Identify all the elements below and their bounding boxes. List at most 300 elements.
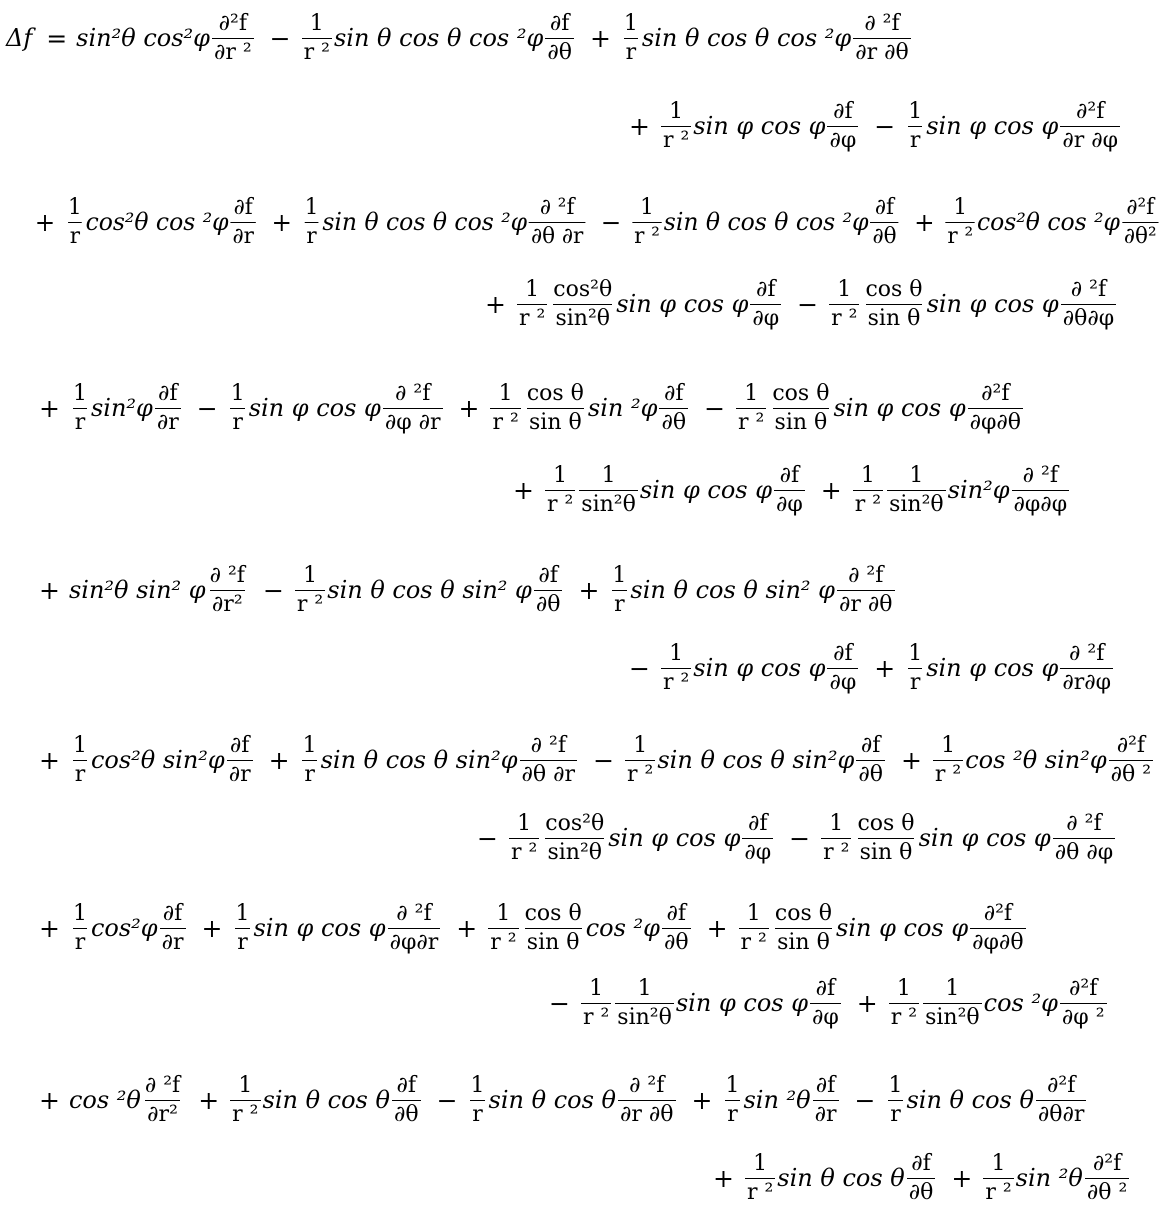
fraction: [302, 10, 332, 65]
fraction-denominator: ∂r ∂θ: [619, 1101, 674, 1127]
equation-term: [37, 10, 255, 65]
operator: −: [854, 1085, 876, 1115]
fraction: [143, 1072, 182, 1127]
fraction: [1109, 732, 1153, 787]
math-expression: sin θ cos θ cos ²φ: [663, 208, 869, 236]
fraction-denominator: ∂θ: [908, 1179, 934, 1205]
fraction: [66, 194, 84, 249]
fraction: [1036, 1072, 1087, 1127]
fraction-denominator: r ²: [947, 223, 974, 249]
fraction-numerator: 1: [860, 462, 875, 488]
fraction-numerator: 1: [829, 810, 844, 836]
equation-line: [540, 975, 1114, 1031]
fraction-numerator: ∂f: [748, 810, 768, 836]
equation-term: [6, 26, 32, 50]
fraction-numerator: 1: [909, 462, 924, 488]
fraction-numerator: ∂f: [663, 380, 684, 406]
fraction-denominator: r: [614, 591, 625, 617]
fraction-denominator: ∂φ∂θ: [969, 409, 1022, 435]
math-expression: sin θ cos θ sin² φ: [327, 576, 532, 604]
operator: −: [262, 575, 284, 605]
math-expression: sin ²θ: [1015, 1164, 1083, 1192]
fraction-numerator: 1: [72, 900, 87, 926]
fraction-denominator: r: [74, 929, 86, 955]
fraction-numerator: 1: [230, 380, 245, 406]
equation-term: [905, 194, 1160, 249]
equation-term: [540, 975, 843, 1030]
fraction: [610, 562, 628, 617]
math-expression: cos²θ cos ²φ: [85, 208, 229, 236]
fraction-denominator: r: [727, 1101, 738, 1127]
fraction: [579, 462, 638, 517]
fraction-denominator: ∂θ: [663, 929, 689, 955]
fraction: [907, 1150, 936, 1205]
fraction-denominator: sin²θ: [617, 1004, 672, 1030]
math-expression: sin φ cos φ: [926, 112, 1059, 140]
fraction-denominator: r: [306, 223, 317, 249]
operator: −: [549, 988, 570, 1018]
fraction: [543, 810, 606, 865]
equation-term: [865, 98, 1122, 153]
fraction-numerator: 1: [623, 10, 638, 36]
fraction-numerator: 1: [525, 276, 540, 302]
operator: +: [589, 23, 611, 53]
fraction: [71, 732, 89, 787]
fraction-numerator: ∂²f: [1126, 194, 1155, 220]
math-expression: sin²φ: [90, 394, 153, 422]
fraction-numerator: ∂²f: [218, 10, 247, 36]
fraction: [534, 562, 563, 617]
math-expression: sin θ cos θ cos ²φ: [333, 24, 544, 52]
fraction-numerator: ∂f: [860, 732, 881, 758]
fraction: [968, 380, 1023, 435]
equation-line: [26, 194, 1165, 250]
fraction: [469, 1072, 487, 1127]
fraction: [155, 380, 181, 435]
fraction-denominator: r ²: [510, 839, 538, 865]
fraction-denominator: ∂φ: [829, 127, 857, 153]
equation-term: [261, 10, 576, 65]
operator: +: [39, 745, 60, 775]
fraction-denominator: ∂r ²: [213, 39, 252, 65]
fraction: [1053, 810, 1115, 865]
fraction-denominator: ∂φ∂φ: [1013, 491, 1068, 517]
fraction-numerator: ∂²f: [1076, 98, 1105, 124]
equation-term: [193, 900, 443, 955]
fraction-numerator: 1: [601, 462, 616, 488]
fraction: [523, 900, 584, 955]
operator: +: [914, 207, 935, 237]
math-expression: sin φ cos φ: [693, 654, 826, 682]
fraction-denominator: r: [625, 39, 637, 65]
operator: −: [593, 745, 615, 775]
fraction: [1060, 975, 1107, 1030]
fraction: [1085, 1150, 1129, 1205]
fraction: [856, 732, 885, 787]
operator: +: [271, 207, 293, 237]
fraction-denominator: sin²θ: [547, 839, 603, 865]
fraction-numerator: cos θ: [524, 900, 582, 926]
math-expression: sin φ cos φ: [675, 989, 809, 1017]
operator: +: [513, 475, 534, 505]
operator: +: [39, 575, 60, 605]
fraction-denominator: r: [237, 929, 248, 955]
fraction-denominator: r ²: [582, 1004, 610, 1030]
math-expression: sin φ cos φ: [926, 290, 1059, 318]
fraction-numerator: 1: [744, 380, 759, 406]
equation-term: [504, 462, 807, 517]
fraction-numerator: ∂²f: [1047, 1072, 1076, 1098]
fraction-numerator: 1: [517, 810, 532, 836]
fraction: [622, 10, 640, 65]
fraction-denominator: ∂θ: [858, 761, 883, 787]
fraction-numerator: 1: [612, 562, 627, 588]
math-expression: sin φ cos φ: [253, 914, 386, 942]
math-expression: sin φ cos φ: [918, 824, 1051, 852]
fraction: [661, 640, 691, 695]
fraction-numerator: 1: [589, 975, 604, 1001]
operator: +: [39, 393, 60, 423]
fraction: [529, 194, 585, 249]
fraction-denominator: r: [69, 223, 81, 249]
operator: +: [874, 653, 896, 683]
fraction-numerator: ∂ ²f: [1069, 640, 1105, 666]
fraction-numerator: 1: [637, 975, 652, 1001]
operator: −: [629, 653, 650, 683]
math-expression: sin θ cos θ: [262, 1086, 390, 1114]
fraction: [970, 900, 1025, 955]
fraction-denominator: ∂θ: [661, 409, 687, 435]
fraction: [229, 380, 247, 435]
operator: +: [34, 207, 56, 237]
math-expression: cos²φ: [90, 914, 158, 942]
equation-term: [30, 380, 183, 435]
fraction-numerator: ∂ ²f: [209, 562, 245, 588]
fraction-numerator: ∂f: [162, 900, 183, 926]
fraction-denominator: r ²: [492, 409, 519, 435]
fraction: [301, 732, 319, 787]
equation-term: [450, 380, 691, 435]
fraction-numerator: ∂²f: [1116, 732, 1146, 758]
math-expression: cos²θ cos ²φ: [977, 208, 1120, 236]
fraction-denominator: sin θ: [859, 839, 913, 865]
fraction: [1122, 194, 1159, 249]
math-expression: sin²θ cos²φ: [76, 24, 210, 52]
equation-line: [30, 562, 902, 618]
operator: =: [46, 23, 68, 53]
fraction-numerator: cos θ: [865, 276, 923, 302]
fraction: [659, 380, 688, 435]
equation-term: [620, 640, 860, 695]
fraction-denominator: ∂θ ²: [1086, 1179, 1128, 1205]
operator: +: [951, 1163, 973, 1193]
operator: +: [629, 111, 650, 141]
fraction-denominator: ∂φ: [812, 1004, 839, 1030]
equation-term: [846, 1072, 1089, 1127]
fraction-denominator: ∂r ∂θ: [838, 591, 893, 617]
fraction: [983, 1150, 1013, 1205]
fraction-numerator: ∂ ²f: [1022, 462, 1058, 488]
fraction: [887, 462, 946, 517]
math-expression: cos ²φ: [585, 914, 660, 942]
fraction: [855, 810, 916, 865]
fraction-denominator: ∂r: [228, 761, 251, 787]
operator: +: [39, 913, 60, 943]
equation-line: [30, 732, 1160, 788]
fraction-numerator: 1: [837, 276, 852, 302]
equation-term: [695, 380, 1025, 435]
fraction-denominator: r: [74, 761, 86, 787]
fraction-numerator: ∂f: [233, 194, 253, 220]
fraction-denominator: ∂r²: [147, 1101, 178, 1127]
operator: +: [713, 1163, 734, 1193]
fraction: [520, 732, 578, 787]
operator: −: [436, 1085, 458, 1115]
equation-term: [476, 276, 783, 331]
fraction: [933, 732, 963, 787]
fraction-denominator: r ²: [823, 839, 850, 865]
math-expression: sin θ cos θ: [777, 1164, 905, 1192]
fraction: [863, 276, 924, 331]
fraction-numerator: ∂f: [779, 462, 800, 488]
fraction-denominator: r ²: [854, 491, 882, 517]
fraction-numerator: ∂ ²f: [1070, 276, 1107, 302]
math-expression: cos ²θ sin²φ: [965, 746, 1107, 774]
math-expression: sin φ cos φ: [248, 394, 381, 422]
equation-term: [780, 810, 1117, 865]
operator: +: [820, 475, 842, 505]
equation-term: [942, 1150, 1131, 1205]
fraction-denominator: ∂r: [814, 1101, 837, 1127]
fraction: [770, 380, 831, 435]
fraction-numerator: 1: [498, 380, 513, 406]
math-expression: sin θ cos θ cos ²φ: [322, 208, 528, 236]
fraction-denominator: ∂θ ²: [1110, 761, 1152, 787]
fraction: [742, 810, 773, 865]
math-expression: sin φ cos φ: [616, 290, 749, 318]
fraction-numerator: cos²θ: [553, 276, 613, 302]
fraction-numerator: 1: [72, 380, 87, 406]
equation-term: [30, 732, 255, 787]
fraction: [392, 1072, 421, 1127]
fraction-numerator: 1: [72, 732, 87, 758]
operator: +: [268, 745, 290, 775]
fraction-numerator: ∂ ²f: [144, 1072, 181, 1098]
fraction-denominator: r ²: [662, 669, 690, 695]
fraction-numerator: ∂f: [833, 98, 853, 124]
fraction-numerator: 1: [68, 194, 82, 220]
equation-line: [476, 276, 1123, 332]
fraction: [736, 380, 766, 435]
fraction-numerator: ∂ ²f: [864, 10, 900, 36]
fraction-numerator: ∂f: [756, 276, 776, 302]
equation-term: [254, 562, 565, 617]
fraction: [813, 1072, 839, 1127]
fraction: [1060, 98, 1120, 153]
fraction-denominator: r: [74, 409, 86, 435]
fraction-numerator: ∂ ²f: [395, 380, 431, 406]
fraction: [208, 562, 247, 617]
fraction: [231, 194, 256, 249]
fraction-denominator: ∂r ∂θ: [855, 39, 909, 65]
fraction-denominator: ∂φ: [829, 669, 857, 695]
fraction-numerator: 1: [725, 1072, 740, 1098]
fraction-numerator: ∂f: [833, 640, 853, 666]
fraction-denominator: sin θ: [529, 409, 582, 435]
operator: +: [856, 988, 878, 1018]
equation-term: [892, 732, 1155, 787]
fraction-numerator: cos θ: [857, 810, 915, 836]
fraction: [1060, 640, 1113, 695]
equation-term: [263, 194, 588, 249]
fraction: [837, 562, 895, 617]
fraction-denominator: ∂r: [161, 929, 184, 955]
fraction-denominator: ∂θ ∂φ: [1054, 839, 1114, 865]
operator: +: [706, 913, 728, 943]
fraction-denominator: ∂φ∂θ: [972, 929, 1024, 955]
fraction-numerator: 1: [238, 1072, 253, 1098]
fraction: [545, 462, 575, 517]
fraction: [886, 1072, 904, 1127]
fraction: [1061, 276, 1116, 331]
fraction-numerator: ∂ ²f: [530, 732, 566, 758]
fraction-denominator: ∂φ ∂r: [384, 409, 441, 435]
equation-line: [30, 900, 1033, 956]
fraction-numerator: ∂ ²f: [1066, 810, 1102, 836]
fraction: [906, 98, 924, 153]
fraction-denominator: r ²: [831, 305, 858, 331]
fraction-denominator: ∂φ: [752, 305, 780, 331]
fraction-numerator: 1: [908, 98, 923, 124]
fraction-denominator: ∂r: [232, 223, 254, 249]
fraction: [923, 975, 982, 1030]
math-expression: sin φ cos φ: [693, 112, 826, 140]
fraction-denominator: ∂θ: [547, 39, 572, 65]
fraction-numerator: 1: [633, 732, 648, 758]
equation-term: [447, 900, 692, 955]
math-expression: sin ²θ: [743, 1086, 811, 1114]
fraction-numerator: ∂f: [538, 562, 558, 588]
equation-term: [848, 975, 1109, 1030]
fraction-denominator: r ²: [518, 305, 546, 331]
fraction: [625, 732, 655, 787]
fraction: [227, 732, 253, 787]
equation-term: [698, 900, 1028, 955]
math-expression: sin θ cos θ cos ²φ: [641, 24, 852, 52]
equation-term: [30, 1072, 184, 1127]
fraction-denominator: sin²θ: [555, 305, 611, 331]
fraction-denominator: r: [890, 1101, 901, 1127]
math-expression: sin θ cos θ sin²φ: [320, 746, 518, 774]
fraction-numerator: ∂f: [666, 900, 687, 926]
fraction-numerator: ∂ ²f: [396, 900, 432, 926]
fraction-denominator: r: [232, 409, 243, 435]
operator: −: [600, 207, 622, 237]
fraction: [212, 10, 254, 65]
fraction: [295, 562, 325, 617]
fraction-numerator: ∂²f: [981, 380, 1010, 406]
fraction-numerator: ∂f: [815, 1072, 836, 1098]
fraction-numerator: 1: [896, 975, 911, 1001]
equation-line: [620, 640, 1120, 696]
fraction-denominator: ∂θ ∂r: [521, 761, 576, 787]
fraction-numerator: 1: [746, 900, 761, 926]
fraction-numerator: 1: [309, 10, 324, 36]
operator: +: [485, 289, 506, 319]
fraction-numerator: 1: [941, 732, 956, 758]
fraction: [829, 276, 859, 331]
fraction: [774, 462, 805, 517]
fraction-numerator: ∂²f: [1069, 975, 1098, 1001]
math-expression: cos²θ sin²φ: [90, 746, 225, 774]
equation-term: [260, 732, 579, 787]
math-expression: sin φ cos φ: [926, 654, 1059, 682]
fraction: [545, 10, 574, 65]
math-expression: cos ²φ: [983, 989, 1058, 1017]
equation-term: [188, 380, 445, 435]
fraction: [517, 276, 547, 331]
fraction-denominator: r ²: [627, 761, 654, 787]
fraction-denominator: ∂φ: [776, 491, 803, 517]
fraction: [853, 462, 883, 517]
fraction-numerator: cos²θ: [545, 810, 605, 836]
fraction-denominator: sin θ: [867, 305, 921, 331]
fraction: [661, 98, 691, 153]
fraction-numerator: 1: [304, 194, 319, 220]
fraction-denominator: r ²: [890, 1004, 918, 1030]
fraction-denominator: r ²: [985, 1179, 1012, 1205]
equation-line: [468, 810, 1122, 866]
equation-term: [581, 10, 913, 65]
fraction: [71, 380, 89, 435]
equation-line: [620, 98, 1127, 154]
equation-term: [683, 1072, 841, 1127]
fraction: [303, 194, 321, 249]
equation-term: [189, 1072, 422, 1127]
operator: −: [269, 23, 291, 53]
equation-line: [704, 1150, 1136, 1206]
fraction: [821, 810, 851, 865]
equation-term: [704, 1150, 937, 1205]
fraction-numerator: ∂f: [229, 732, 250, 758]
equation-term: [592, 194, 900, 249]
fraction: [945, 194, 975, 249]
fraction-denominator: r ²: [296, 591, 324, 617]
fraction-numerator: 1: [302, 732, 317, 758]
fraction-denominator: ∂φ∂r: [389, 929, 439, 955]
equation-term: [788, 276, 1118, 331]
fraction-numerator: cos θ: [772, 380, 830, 406]
fraction: [488, 900, 518, 955]
math-expression: sin ²φ: [587, 394, 658, 422]
fraction-denominator: sin θ: [774, 409, 828, 435]
fraction: [71, 900, 89, 955]
fraction-denominator: r: [304, 761, 315, 787]
fraction-numerator: ∂ ²f: [848, 562, 884, 588]
fraction: [383, 380, 443, 435]
fraction-denominator: r ²: [934, 761, 962, 787]
equation-term: [30, 900, 188, 955]
fraction-denominator: ∂θ: [872, 223, 897, 249]
operator: −: [196, 393, 218, 423]
equation-term: [428, 1072, 678, 1127]
fraction-denominator: r ²: [634, 223, 660, 249]
fraction-denominator: sin²θ: [889, 491, 944, 517]
operator: +: [578, 575, 600, 605]
fraction-numerator: ∂ ²f: [629, 1072, 665, 1098]
operator: −: [477, 823, 498, 853]
equation-line: [6, 10, 918, 66]
